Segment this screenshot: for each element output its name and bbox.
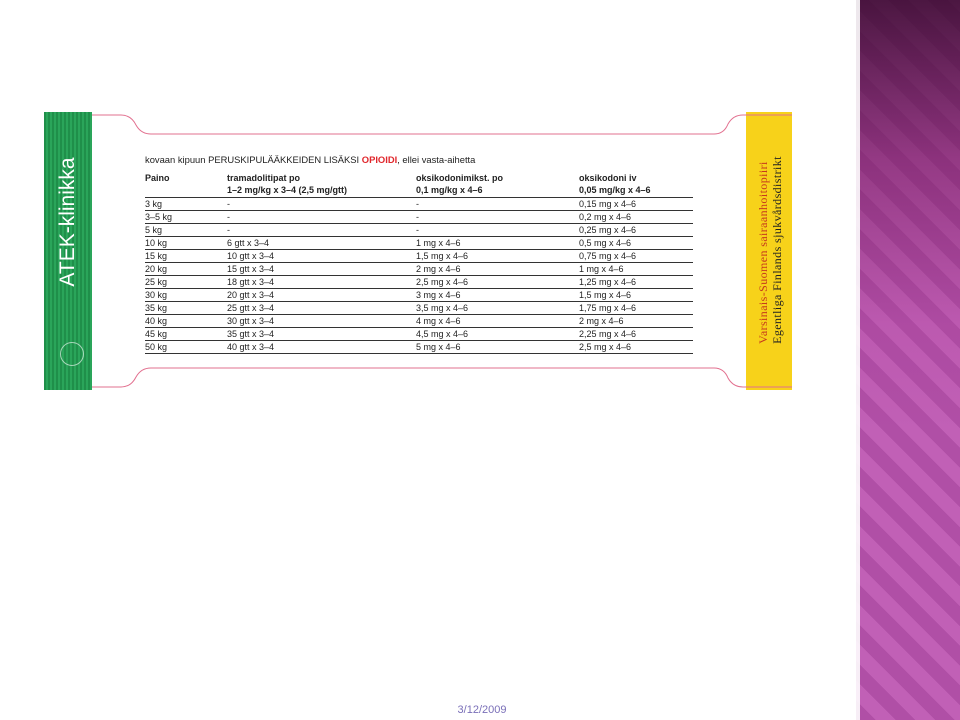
table-row [145, 289, 693, 302]
column-header: oksikodonimikst. po [416, 173, 504, 183]
table-row [145, 237, 693, 250]
table-cell: 0,5 mg x 4–6 [579, 237, 693, 250]
table-cell: 1,5 mg x 4–6 [579, 289, 693, 302]
table-cell: 3 mg x 4–6 [416, 289, 579, 302]
table-cell: - [227, 198, 416, 211]
table-cell: 4 mg x 4–6 [416, 315, 579, 328]
table-cell: 35 gtt x 3–4 [227, 328, 416, 341]
column-subheader: 1–2 mg/kg x 3–4 (2,5 mg/gtt) [227, 184, 416, 198]
table-cell: 1,5 mg x 4–6 [416, 250, 579, 263]
table-cell: 50 kg [145, 341, 227, 354]
table-header-row [145, 172, 693, 184]
table-cell: 15 gtt x 3–4 [227, 263, 416, 276]
table-cell: 5 mg x 4–6 [416, 341, 579, 354]
table-cell: 1,75 mg x 4–6 [579, 302, 693, 315]
column-header: tramadolitipat po [227, 173, 301, 183]
slide-date: 3/12/2009 [457, 704, 507, 716]
table-cell: 30 gtt x 3–4 [227, 315, 416, 328]
column-header: Paino [145, 173, 170, 183]
table-cell: 1,25 mg x 4–6 [579, 276, 693, 289]
table-cell: 25 gtt x 3–4 [227, 302, 416, 315]
table-cell: 35 kg [145, 302, 227, 315]
table-cell: 30 kg [145, 289, 227, 302]
table-row [145, 250, 693, 263]
table-cell: 2 mg x 4–6 [416, 263, 579, 276]
table-row [145, 263, 693, 276]
table-row [145, 328, 693, 341]
table-cell: 2,25 mg x 4–6 [579, 328, 693, 341]
column-subheader: 0,1 mg/kg x 4–6 [416, 184, 579, 198]
column-header: oksikodoni iv [579, 173, 637, 183]
clinic-label: ATEK-klinikka [56, 157, 79, 287]
table-row [145, 276, 693, 289]
table-cell: 2 mg x 4–6 [579, 315, 693, 328]
table-cell: 0,25 mg x 4–6 [579, 224, 693, 237]
table-cell: 3,5 mg x 4–6 [416, 302, 579, 315]
table-cell: 45 kg [145, 328, 227, 341]
decorative-side-band [856, 0, 960, 720]
table-cell: - [227, 224, 416, 237]
dosage-table [145, 172, 693, 354]
column-subheader [145, 184, 227, 198]
table-row [145, 211, 693, 224]
heading-text-end: , ellei vasta-aihetta [397, 154, 476, 165]
column-subheader: 0,05 mg/kg x 4–6 [579, 184, 693, 198]
district-name-finnish: Varsinais-Suomen sairaanhoitopiiri [756, 161, 770, 344]
table-cell: 3–5 kg [145, 211, 227, 224]
table-row [145, 198, 693, 211]
table-cell: 40 gtt x 3–4 [227, 341, 416, 354]
table-cell: 1 mg x 4–6 [579, 263, 693, 276]
table-row [145, 315, 693, 328]
table-cell: 20 gtt x 3–4 [227, 289, 416, 302]
table-cell: - [416, 211, 579, 224]
table-cell: 5 kg [145, 224, 227, 237]
card-heading [145, 154, 475, 165]
table-cell: - [416, 198, 579, 211]
table-row [145, 341, 693, 354]
table-cell: - [227, 211, 416, 224]
table-cell: 10 gtt x 3–4 [227, 250, 416, 263]
table-cell: 0,2 mg x 4–6 [579, 211, 693, 224]
table-cell: 0,75 mg x 4–6 [579, 250, 693, 263]
table-cell: 3 kg [145, 198, 227, 211]
district-name-swedish: Egentliga Finlands sjukvårdsdistrikt [770, 156, 784, 344]
table-cell: 18 gtt x 3–4 [227, 276, 416, 289]
table-cell: - [416, 224, 579, 237]
table-cell: 1 mg x 4–6 [416, 237, 579, 250]
table-row [145, 302, 693, 315]
heading-highlight: OPIOIDI [361, 154, 398, 165]
table-cell: 40 kg [145, 315, 227, 328]
table-row [145, 224, 693, 237]
table-header-row [145, 184, 693, 198]
table-cell: 0,15 mg x 4–6 [579, 198, 693, 211]
heading-text: kovaan kipuun PERUSKIPULÄÄKKEIDEN LISÄKSI [145, 154, 362, 165]
table-cell: 4,5 mg x 4–6 [416, 328, 579, 341]
table-cell: 6 gtt x 3–4 [227, 237, 416, 250]
table-cell: 10 kg [145, 237, 227, 250]
table-cell: 2,5 mg x 4–6 [579, 341, 693, 354]
table-cell: 2,5 mg x 4–6 [416, 276, 579, 289]
table-cell: 20 kg [145, 263, 227, 276]
table-cell: 15 kg [145, 250, 227, 263]
dosage-card [44, 112, 792, 390]
table-cell: 25 kg [145, 276, 227, 289]
